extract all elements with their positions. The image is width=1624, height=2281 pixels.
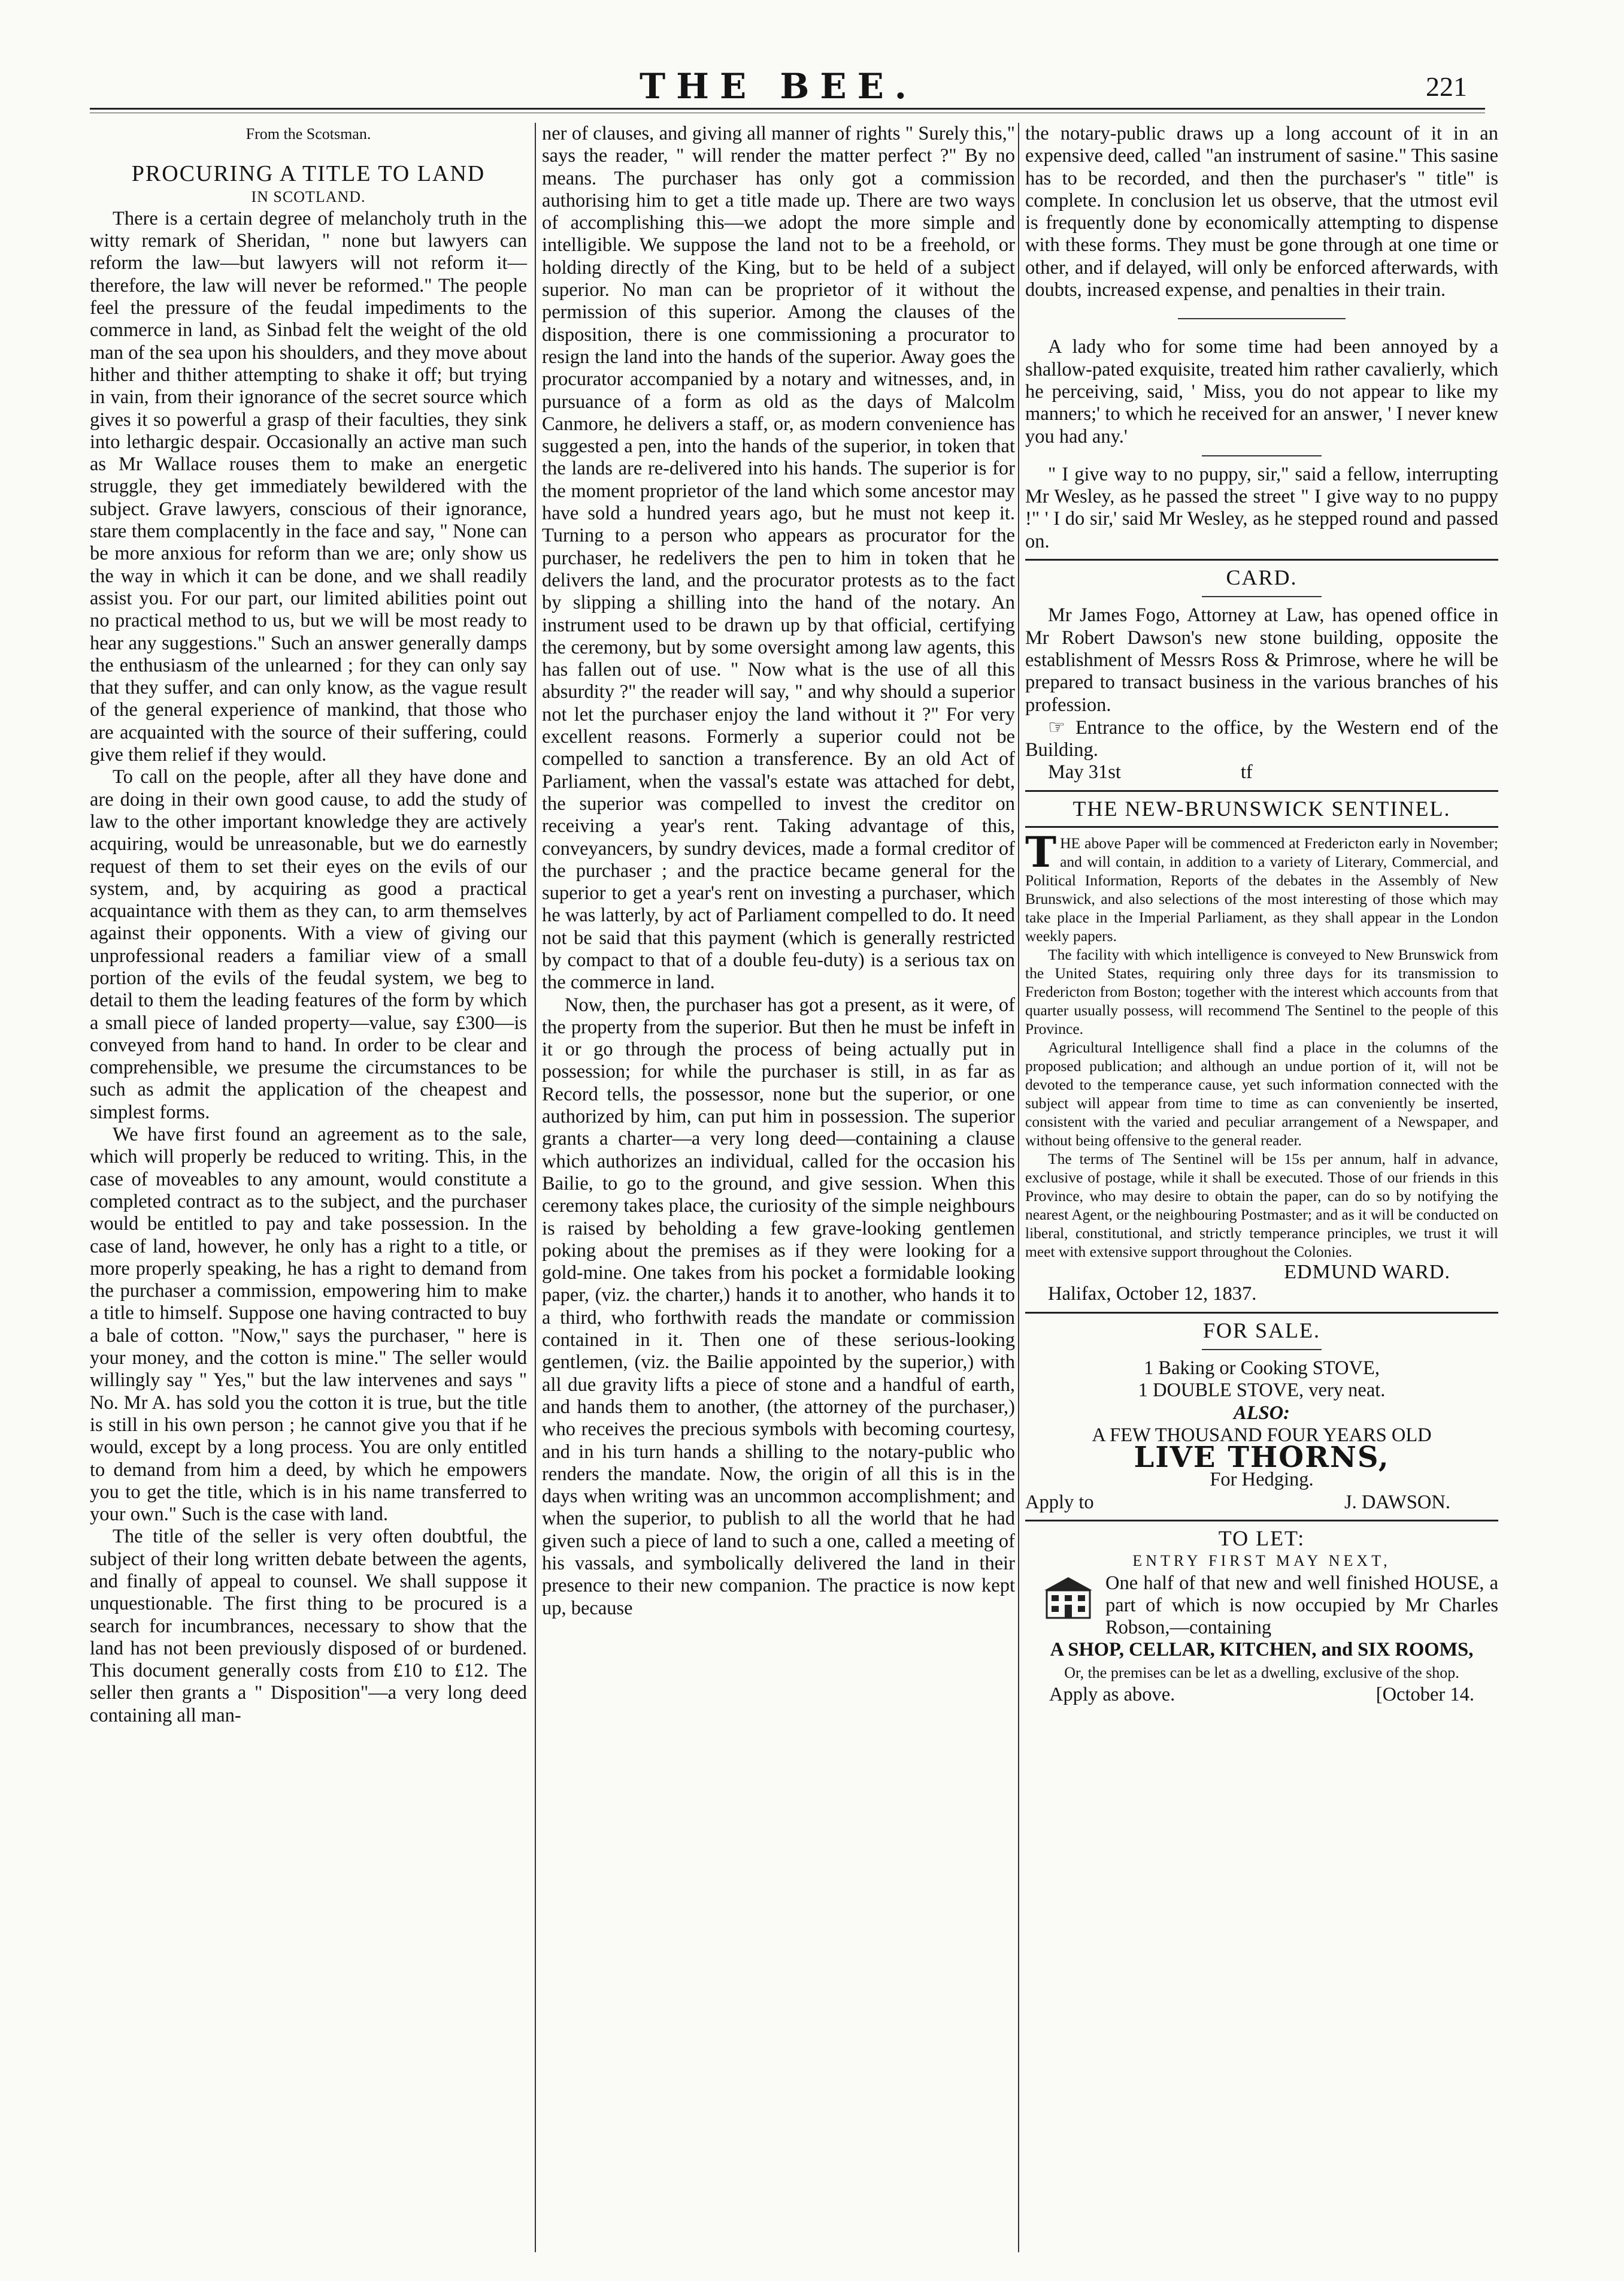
sale-apply-row — [1025, 1492, 1498, 1514]
card-entrance — [1025, 716, 1498, 762]
separator — [1025, 1520, 1498, 1521]
sentinel-ad — [1025, 827, 1498, 1261]
separator — [1202, 596, 1322, 597]
sentinel-paragraph: THE above Paper will be commenced at Fredericton early in November; and will contain, in addition to a variety of Literary, Commercial, and Political Information, Reports of the debates in the Assembly of New Brunswick, and also selections of the most interesting of those which may take place in the Imperial Parliament, as they shall appear in the London weekly papers. — [1025, 827, 1498, 945]
sale-name: J. DAWSON. — [1344, 1491, 1450, 1513]
sale-line: A FEW THOUSAND FOUR YEARS OLD — [1092, 1424, 1432, 1446]
anecdote: " I give way to no puppy, sir," said a fellow, interrupting Mr Wesley, as he passed the street " I give way to no puppy !" ' I do sir,' said Mr Wesley, as he stepped round and passed on. — [1025, 463, 1498, 552]
card-title: CARD. — [1226, 565, 1298, 590]
separator — [1025, 1312, 1498, 1314]
let-title: TO LET: — [1218, 1526, 1305, 1550]
let-date: [October 14. — [1375, 1684, 1474, 1706]
sale-line: 1 DOUBLE STOVE, very neat. — [1138, 1380, 1386, 1402]
separator — [1025, 826, 1498, 828]
newspaper-title: THE BEE. — [640, 66, 917, 107]
sentinel-date: Halifax, October 12, 1837. — [1048, 1283, 1257, 1305]
article-subhead: IN SCOTLAND. — [251, 187, 366, 205]
sentinel-signature: EDMUND WARD. — [1284, 1261, 1450, 1284]
sale-title: FOR SALE. — [1202, 1318, 1321, 1342]
page-number: 221 — [1426, 71, 1467, 102]
sale-line: For Hedging. — [1210, 1469, 1314, 1491]
article-paragraph: The title of the seller is very often doubtful, the subject of their long written debate between the agents, and finally of appeal to counsel. We shall suppose it unquestionable. The first thing to be procured is a search for incumbrances, necessary to show that the land has not been previously disposed of or burdened. This document generally costs from £10 to £12. The seller then grants a " Disposition"—a very long deed containing all man- — [90, 1526, 527, 1726]
sale-also: ALSO: — [1234, 1402, 1290, 1424]
card-date: May 31st — [1048, 761, 1121, 783]
article-headline: PROCURING A TITLE TO LAND — [131, 161, 486, 187]
source-line: From the Scotsman. — [246, 125, 371, 143]
let-entry: ENTRY FIRST MAY NEXT, — [1132, 1552, 1391, 1570]
card-date-line — [1025, 761, 1498, 783]
article-paragraph: the notary-public draws up a long account of it in an expensive deed, called "an instrument of sasine." This sasine has to be recorded, and then the purchaser's " title" is complete. In conclusion let us observe, that the utmost evil is frequently done by economically attempting to dispense with these forms. They must be gone through at one time or other, and if delayed, will only be enforced afterwards, with doubts, increased expense, and penalties in their train. — [1025, 123, 1498, 301]
sentinel-paragraph: The terms of The Sentinel will be 15s per annum, half in advance, exclusive of postage, while it shall be executed. Those of our friends in this Province, who may desire to obtain the paper, can do so by notifying the nearest Agent, or the neighbouring Postmaster; and as it will be conducted on liberal, constitutional, and strictly temperance principles, we trust it will meet with extensive support throughout the Colonies. — [1025, 1150, 1498, 1261]
separator — [1025, 559, 1498, 561]
article-paragraph: To call on the people, after all they have done and are doing in their own good cause, to add the study of law to the other important knowledge they are actively acquiring, would be unreasonable, but we do earnestly request of them to set their eyes on the evils of our system, and, by acquiring as good a practical acquaintance with them as they can, to arm themselves against their opponents. With a view of giving our unprofessional readers a familiar view of a small portion of the evils of the feudal system, we beg to detail to them the leading features of the form by which a small piece of landed property—value, say £300—is conveyed from hand to hand. In order to be clear and comprehensible, we presume the circumstances to be such as admit the application of the cheapest and simplest forms. — [90, 766, 527, 1123]
article-paragraph: Now, then, the purchaser has got a present, as it were, of the property from the superior. But then he must be infeft in it or go through the process of being actually put in possession; for while the purchaser is still, in as far as Record tells, the possessor, none but the superior, or one authorized by him, can put him in possession. The superior grants a charter—a very long deed—containing a clause which authorizes an individual, called for the occasion his Bailie, to go to the ground, and give session. When this ceremony takes place, the curiosity of the simple neighbours is raised by beholding a few grave-looking gentlemen poking about the premises as if they were looking for a gold-mine. One takes from his pocket a formidable looking paper, (viz. the charter,) hands it to another, who hands it to a third, who forthwith reads the mandate or commission contained in it. Then one of these serious-looking gentlemen, (viz. the Bailie appointed by the superior,) with all due gravity lifts a piece of stone and a handful of earth, and hands them to another, (the attorney of the purchaser,) who receives the precious symbols with becoming courtesy, and in his turn hands a shilling to the notary-public who renders the mandate. Now, the origin of all this is in the days when writing was an uncommon accomplishment; and when the superior, to publish to all the world that he had given such a piece of land to such a one, called a meeting of his vassals, and symbolically delivered the land in their presence to their new companion. The practice is now kept up, because — [542, 994, 1015, 1619]
pointing-hand-icon: ☞ — [1048, 715, 1066, 739]
let-or: Or, the premises can be let as a dwelling, exclusive of the shop. — [1064, 1663, 1459, 1681]
column-2 — [542, 123, 1015, 2252]
let-apply-row — [1025, 1684, 1498, 1706]
sale-headline: LIVE THORNS, — [1134, 1441, 1390, 1475]
separator — [1025, 790, 1498, 792]
anecdote: A lady who for some time had been annoyed by a shallow-pated exquisite, treated him rather cavalierly, which he perceiving, said, ' Miss, you do not appear to like my manners;' to which he received for an answer, ' I never knew you had any.' — [1025, 336, 1498, 447]
article-paragraph: ner of clauses, and giving all manner of rights " Surely this," says the reader, " will render the matter perfect ?" By no means. The purchaser has only got a commission authorising him to get a title made up. There are two ways of accomplishing this—we adopt the more simple and intelligible. We suppose the land not to be a freehold, or holding directly of the King, but to be held of a subject superior. No man can be proprietor of it without the permission of this superior. Among the clauses of the disposition, there is one commissioning a procurator to resign the land into the hands of the superior. Away goes the procurator accompanied by a notary and witnesses, and, in pursuance of a form as old as the days of Malcolm Canmore, he delivers a staff, or, as modern convenience has suggested a pen, into the hands of the superior, in token that the lands are re-delivered into his hands. The superior is for the moment proprietor of the land which some ancestor may have sold a hundred years ago, but he must not keep it. Turning to a person who appears as procurator for the purchaser, he redelivers the pen to him in token that he delivers the land, and the procurator protests as to the fact by slipping a shilling into the hand of the notary. An instrument used to be drawn up by that official, certifying the ceremony, but by some oversight among law agents, this has fallen out of use. " Now what is the use of all this absurdity ?" the reader will say, " and why should a superior not let the purchaser enjoy the land without it ?" For very excellent reasons. Formerly a superior could not be compelled to sanction a transference. By an old Act of Parliament, when the vassal's estate was attached for debt, the superior was compelled to invest the creditor on receiving a year's rent. Taking advantage of this, conveyancers, by sundry devices, made a formal creditor of the purchaser ; and the practice became general for the superior to get a year's rent on investing a purchaser, which he was latterly, by act of Parliament compelled to do. It need not be said that this payment (which is generally restricted by compact to that of a double feu-duty) is a serious tax on the commerce in land. — [542, 123, 1015, 994]
card-text: Mr James Fogo, Attorney at Law, has opened office in Mr Robert Dawson's new stone building, opposite the establishment of Messrs Ross & Primrose, where he will be prepared to transact business in the various branches of his profession. — [1025, 604, 1498, 716]
column-3 — [1025, 123, 1498, 2252]
separator — [1178, 318, 1346, 319]
let-apply: Apply as above. — [1049, 1684, 1175, 1706]
masthead — [90, 66, 1467, 120]
separator — [1202, 1349, 1322, 1350]
sale-apply: Apply to — [1025, 1491, 1094, 1513]
house-icon — [1040, 1575, 1097, 1619]
column-divider — [1018, 123, 1019, 2252]
separator — [1202, 455, 1322, 456]
header-rule — [90, 108, 1485, 110]
let-text: One half of that new and well finished HOUSE, a part of which is now occupied by Mr Charles Robson,—containing — [1105, 1572, 1498, 1639]
sale-line: 1 Baking or Cooking STOVE, — [1144, 1357, 1380, 1379]
drop-cap: T — [1025, 827, 1057, 878]
sentinel-paragraph: Agricultural Intelligence shall find a place in the columns of the proposed publication; and although an undue portion of it, will not be devoted to the temperance cause, yet such information connected with the subject will appear from time to time as can conveniently be inserted, consistent with the varied and peculiar arrangement of a Newspaper, and without being offensive to the general reader. — [1025, 1039, 1498, 1149]
article-paragraph: There is a certain degree of melancholy truth in the witty remark of Sheridan, " none but lawyers can reform the law—but lawyers will not reform it—therefore, the law will never be reformed." The people feel the pressure of the feudal impediments to the commerce in land, as Sinbad felt the weight of the old man of the sea upon his shoulders, and they move about hither and thither attempting to shake it off; but trying in vain, from their ignorance of the secret source which gives it so powerful a grasp of their faculties, they sink into lethargic despair. Occasionally an active man such as Mr Wallace rouses them to make an energetic struggle, they get immediately bewildered with the subject. Grave lawyers, conscious of their ignorance, stare them complacently in the face and say, " None can be more anxious for reform than we are; only show us the way in which it can be done, and we shall readily assist you. For our part, our limited abilities point out no practical method to us, but we will be most ready to hear any suggestions." Such an answer generally damps the enthusiasm of the unlearned ; for they can only say that they suffer, and can only know, as the vague result of the general experience of mankind, that those who are acquainted with the source of their suffering, could give them relief if they would. — [90, 207, 527, 766]
sentinel-paragraph: The facility with which intelligence is conveyed to New Brunswick from the United States, requiring only three days for its transmission to Fredericton from Boston; together with the interest which accounts from that quarter usually possess, will recommend The Sentinel to the people of this Province. — [1025, 946, 1498, 1038]
let-shop: A SHOP, CELLAR, KITCHEN, and SIX ROOMS, — [1050, 1639, 1474, 1661]
sentinel-title: THE NEW-BRUNSWICK SENTINEL. — [1072, 796, 1451, 821]
card-tf: tf — [1240, 761, 1253, 783]
column-divider — [535, 123, 536, 2252]
column-1 — [90, 123, 527, 2252]
article-paragraph: We have first found an agreement as to the sale, which will properly be reduced to writing. This, in the case of moveables to any amount, would constitute a completed contract as to the subject, and the purchaser would be entitled to pay and take possession. In the case of land, however, he only has a right to a title, or more properly speaking, he has a right to demand from the purchaser a commission, empowering him to make a title to himself. Suppose one having contracted to buy a bale of cotton. "Now," says the purchaser, " here is your money, and the cotton is mine." The seller would willingly say " Yes," but the law intervenes and says " No. Mr A. has sold you the cotton it is true, but the title is still in his own person ; he cannot give you that if he would, except by a long process. You are only entitled to demand from him a deed, by which he empowers you to get the title, which is in his name transferred to your own." Such is the case with land. — [90, 1124, 527, 1526]
card-entrance-text: Entrance to the office, by the Western end of the Building. — [1025, 716, 1498, 761]
